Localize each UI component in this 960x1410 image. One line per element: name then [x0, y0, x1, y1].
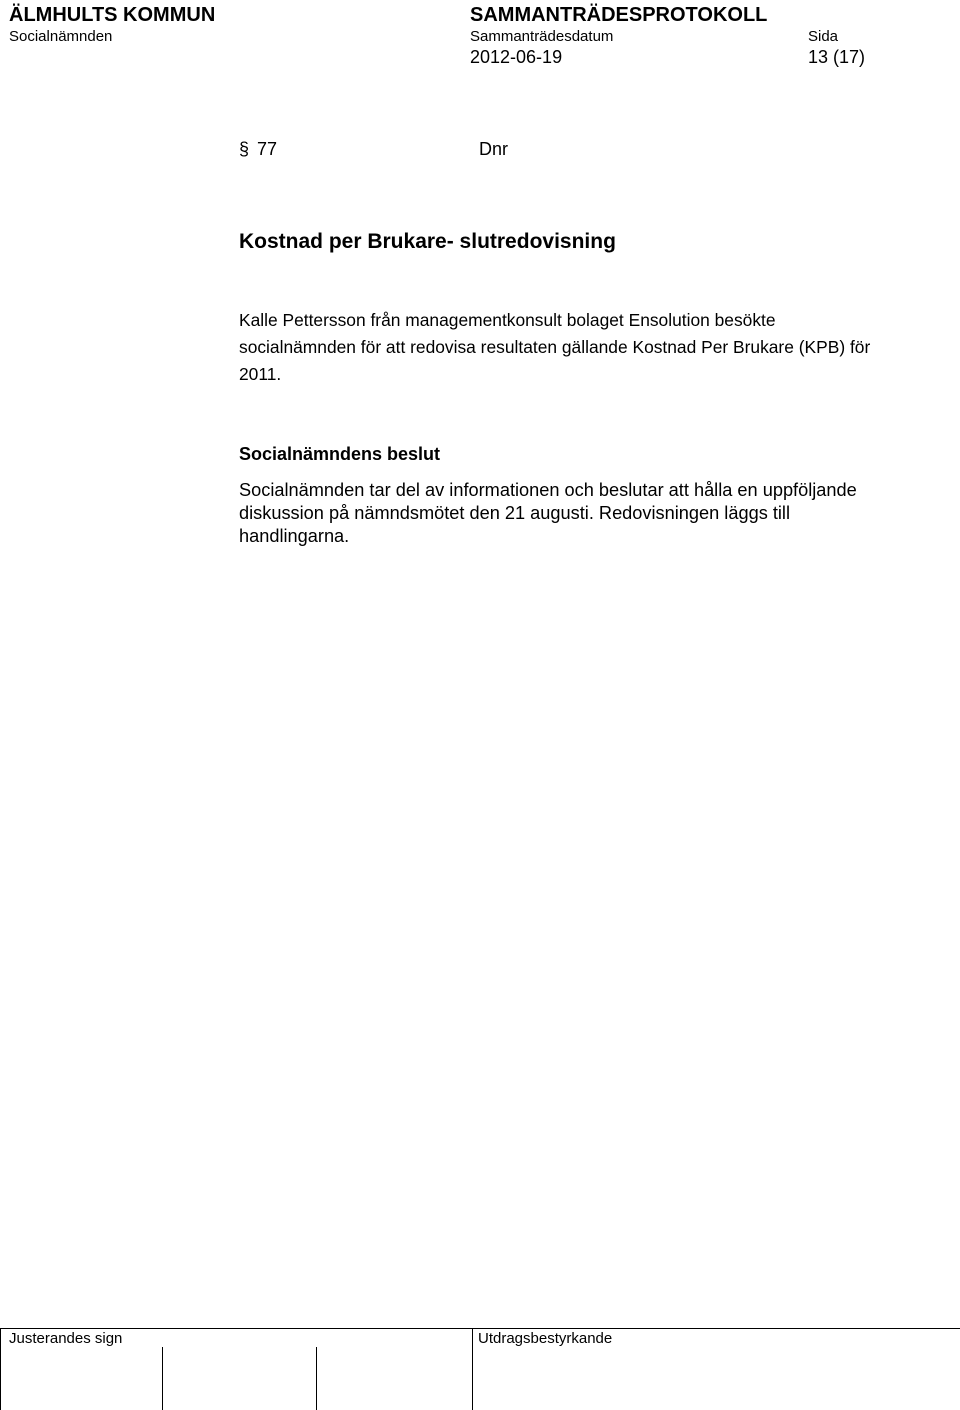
meeting-date-label: Sammanträdesdatum [470, 28, 614, 45]
section-symbol: § [239, 139, 250, 159]
footer-signature-divider-1 [162, 1347, 163, 1410]
paragraph-number-value: 77 [257, 139, 278, 159]
document-type: SAMMANTRÄDESPROTOKOLL [470, 4, 768, 26]
paragraph-number [239, 139, 277, 160]
meeting-date: 2012-06-19 [470, 47, 563, 67]
decision-heading: Socialnämndens beslut [239, 444, 441, 464]
footer-signature-divider-2 [316, 1347, 317, 1410]
page-label: Sida [808, 28, 839, 45]
footer-divider [0, 1328, 960, 1329]
committee-name: Socialnämnden [9, 28, 113, 45]
footer-column-divider [472, 1328, 473, 1410]
dnr-label: Dnr [479, 139, 509, 159]
utdragsbestyrkande-label: Utdragsbestyrkande [478, 1330, 613, 1347]
item-title: Kostnad per Brukare- slutredovisning [239, 230, 616, 253]
justerandes-sign-label: Justerandes sign [9, 1330, 123, 1347]
page-number: 13 (17) [808, 47, 866, 67]
decision-paragraph: Socialnämnden tar del av informationen och beslutar att hålla en uppföljande diskussion på nämndsmötet den 21 augusti. Redovisningen läggs till handlingarna. [239, 480, 857, 546]
organization-name: ÄLMHULTS KOMMUN [9, 4, 216, 26]
footer-border-left [0, 1328, 1, 1410]
intro-paragraph: Kalle Pettersson från managementkonsult bolaget Ensolution besökte socialnämnden för att redovisa resultaten gällande Kostnad Per Brukare (KPB) för 2011. [239, 310, 871, 384]
